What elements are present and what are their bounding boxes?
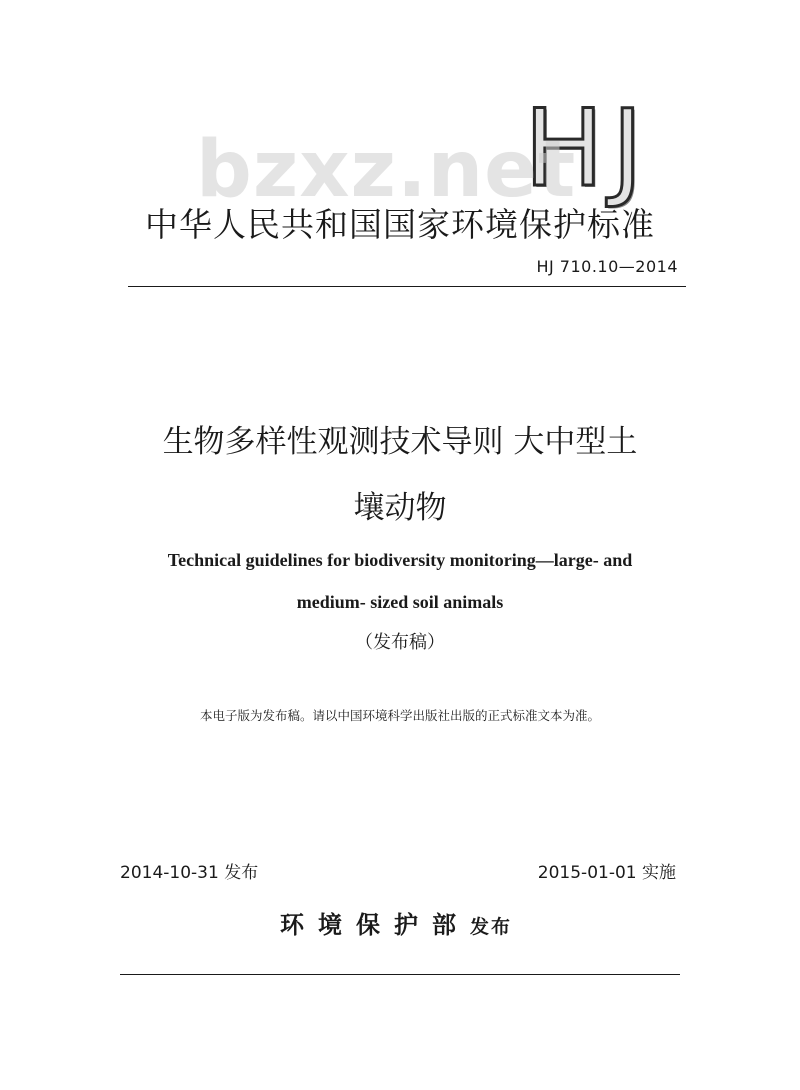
draft-label: （发布稿） [355,632,445,653]
implement-date: 2015-01-01 实施 [537,863,676,883]
issuer [280,906,512,947]
title-cn-line1: 生物多样性观测技术导则 大中型土 [162,424,638,460]
issue-date: 2014-10-31 发布 [120,863,259,883]
title-cn-line2: 壤动物 [353,490,447,526]
standard-code: HJ 710.10—2014 [536,257,678,276]
top-divider [128,286,686,287]
bottom-divider [120,974,680,975]
title-en-line2: medium- sized soil animals [296,592,504,612]
title-en-line1: Technical guidelines for biodiversity monitoring—large- and [167,550,633,570]
issuer-org: 环境保护部 [280,911,470,939]
edition-note: 本电子版为发布稿。请以中国环境科学出版社出版的正式标准文本为准。 [199,708,600,723]
watermark: bzxz.net [196,125,577,215]
hj-logo: HJ [524,87,651,210]
issuer-suffix: 发布 [470,916,513,938]
standard-name: 中华人民共和国国家环境保护标准 [145,205,655,244]
